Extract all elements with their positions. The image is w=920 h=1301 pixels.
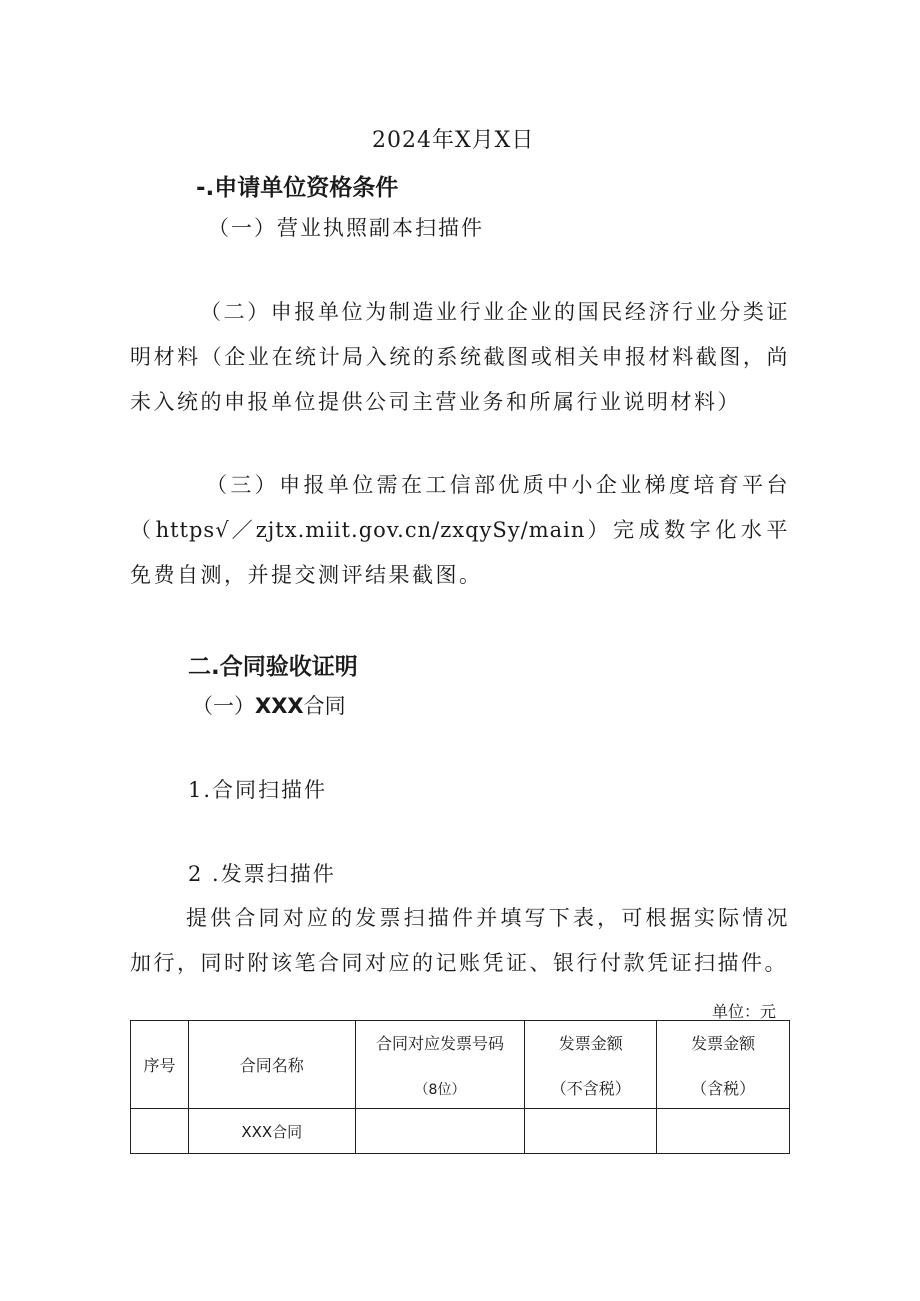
section-heading-qualification: -.申请单位资格条件 <box>196 175 399 201</box>
header-invoice-number-line2: （8位） <box>414 1081 466 1098</box>
header-invoice-number-line1: 合同对应发票号码 <box>375 1033 504 1053</box>
section-heading-contract: 二.合同验收证明 <box>188 654 358 680</box>
header-amount-incl-line1: 发票金额 <box>691 1033 756 1053</box>
cell-amount-excl-tax <box>525 1109 657 1154</box>
invoice-description <box>130 896 790 986</box>
header-contract-name: 合同名称 <box>188 1021 355 1109</box>
header-index: 序号 <box>131 1021 189 1109</box>
invoice-description-text: 提供合同对应的发票扫描件并填写下表，可根据实际情况加行，同时附该笔合同对应的记账凭证、银行付款凭证扫描件。 <box>130 906 790 975</box>
header-amount-excl-line1: 发票金额 <box>558 1033 623 1053</box>
table-row <box>131 1109 790 1154</box>
qualification-item-3 <box>130 463 790 598</box>
contract-subheading-prefix: （一） <box>192 694 255 718</box>
table-header-row <box>131 1021 790 1109</box>
cell-amount-incl-tax <box>657 1109 790 1154</box>
contract-scan-item: 1.合同扫描件 <box>188 778 328 802</box>
qualification-item-1: （一）营业执照副本扫描件 <box>208 216 484 240</box>
header-invoice-number <box>355 1021 525 1109</box>
cell-invoice-number <box>355 1109 525 1154</box>
cell-index <box>131 1109 189 1154</box>
header-amount-excl-tax <box>525 1021 657 1109</box>
contract-subheading-name: XXX <box>255 694 304 718</box>
qualification-item-3-suffix: ）完成数字化水平免费自测，并提交测评结果截图。 <box>130 518 791 587</box>
invoice-table <box>130 1020 790 1154</box>
qualification-item-2-text: （二）申报单位为制造业行业企业的国民经济行业分类证明材料（企业在统计局入统的系统截图或相关申报材料截图，尚未入统的申报单位提供公司主营业务和所属行业说明材料） <box>130 300 790 414</box>
invoice-scan-item: 2 .发票扫描件 <box>188 862 336 886</box>
qualification-item-2 <box>130 290 790 425</box>
platform-url: https√／zjtx.miit.gov.cn/zxqySy/main <box>155 518 586 542</box>
unit-label: 单位：元 <box>712 1002 777 1021</box>
header-amount-incl-line2: （含税） <box>691 1078 756 1098</box>
contract-subheading-suffix: 合同 <box>303 694 346 718</box>
qualification-item-3-prefix: （三）申报单位需在工信部优质中小企业梯度培育平台（ <box>130 473 790 542</box>
contract-subheading <box>192 690 346 720</box>
header-amount-excl-line2: （不含税） <box>550 1078 631 1098</box>
cell-contract-name: XXX合同 <box>188 1109 355 1154</box>
document-date: 2024年X月X日 <box>372 128 535 153</box>
header-amount-incl-tax <box>657 1021 790 1109</box>
